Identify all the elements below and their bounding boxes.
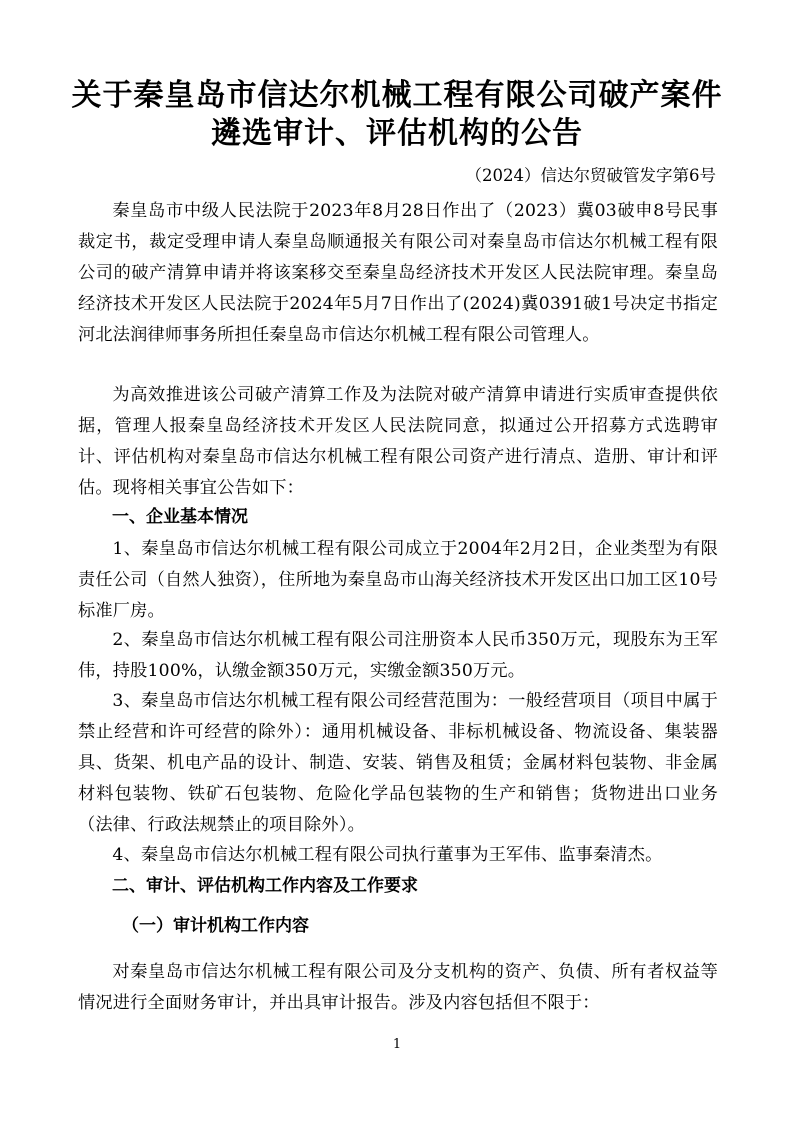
paragraph-case-background: 秦皇岛市中级人民法院于2023年8月28日作出了（2023）冀03破申8号民事裁定书，裁定受理申请人秦皇岛顺通报关有限公司对秦皇岛市信达尔机械工程有限公司的破产清算申请并将该案移交至秦皇岛经济技术开发区人民法院审理。秦皇岛经济技术开发区人民法院于2024年5月7日作出了(2024)冀0391破1号决定书指定河北法润律师事务所担任秦皇岛市信达尔机械工程有限公司管理人。 bbox=[78, 201, 718, 345]
document-title-line-2: 遴选审计、评估机构的公告 bbox=[211, 116, 583, 151]
paragraph-item-2: 2、秦皇岛市信达尔机械工程有限公司注册资本人民币350万元，现股东为王军伟，持股100%，认缴金额350万元，实缴金额350万元。 bbox=[78, 630, 718, 681]
section-heading-work-content: 二、审计、评估机构工作内容及工作要求 bbox=[112, 876, 418, 896]
paragraph-purpose: 为高效推进该公司破产清算工作及为法院对破产清算申请进行实质审查提供依据，管理人报秦皇岛经济技术开发区人民法院同意，拟通过公开招募方式选聘审计、评估机构对秦皇岛市信达尔机械工程有限公司资产进行清点、造册、审计和评估。现将相关事宜公告如下： bbox=[78, 385, 718, 498]
paragraph-audit-scope: 对秦皇岛市信达尔机械工程有限公司及分支机构的资产、负债、所有者权益等情况进行全面财务审计，并出具审计报告。涉及内容包括但不限于： bbox=[78, 962, 718, 1013]
page-number: 1 bbox=[392, 1037, 402, 1052]
subsection-heading-audit: （一）审计机构工作内容 bbox=[122, 916, 309, 936]
document-title-line-1: 关于秦皇岛市信达尔机械工程有限公司破产案件 bbox=[71, 78, 723, 113]
paragraph-item-4: 4、秦皇岛市信达尔机械工程有限公司执行董事为王军伟、监事秦清杰。 bbox=[112, 845, 663, 865]
document-number: （2024）信达尔贸破管发字第6号 bbox=[465, 166, 716, 185]
section-heading-company-info: 一、企业基本情况 bbox=[112, 507, 248, 527]
paragraph-item-1: 1、秦皇岛市信达尔机械工程有限公司成立于2004年2月2日，企业类型为有限责任公司（自然人独资），住所地为秦皇岛市山海关经济技术开发区出口加工区10号标准厂房。 bbox=[78, 539, 718, 621]
paragraph-item-3: 3、秦皇岛市信达尔机械工程有限公司经营范围为：一般经营项目（项目中属于禁止经营和许可经营的除外）：通用机械设备、非标机械设备、物流设备、集装器具、货架、机电产品的设计、制造、安装、销售及租赁；金属材料包装物、非金属材料包装物、铁矿石包装物、危险化学品包装物的生产和销售；货物进出口业务（法律、行政法规禁止的项目除外）。 bbox=[78, 691, 718, 835]
